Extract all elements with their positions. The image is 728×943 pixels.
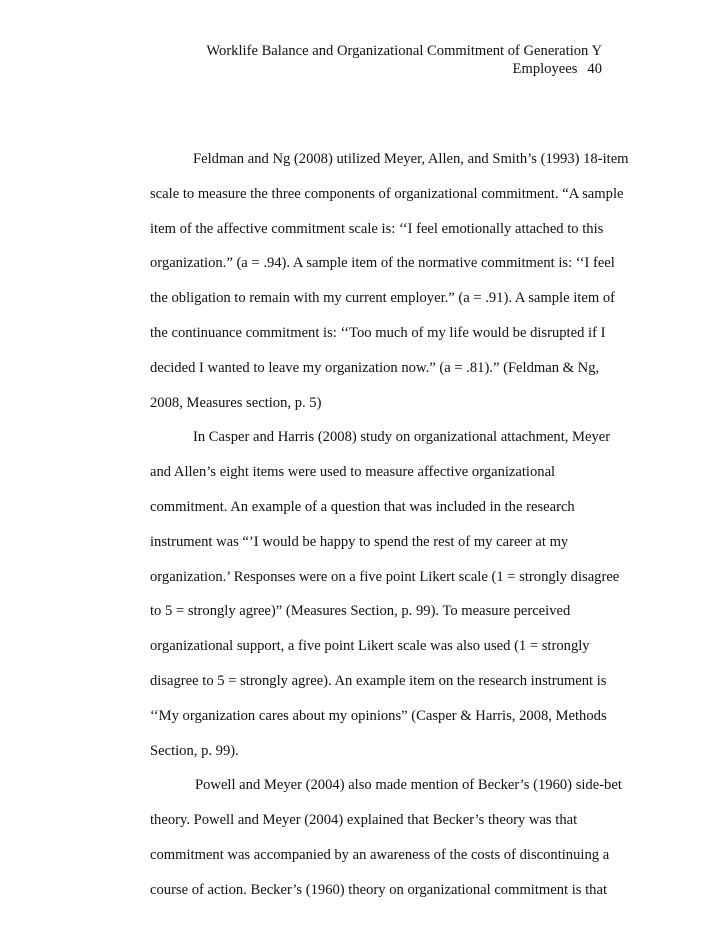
- paragraph-1-line-4: organization.” (a = .94). A sample item of the normative commitment is: ‘‘I feel: [150, 255, 615, 272]
- paragraph-1-line-3: item of the affective commitment scale is: ‘‘I feel emotionally attached to this: [150, 220, 604, 237]
- paragraph-1-line-2: scale to measure the three components of organizational commitment. “A sample: [150, 185, 624, 202]
- page-number: 40: [587, 61, 602, 77]
- paragraph-2-line-9: ‘‘My organization cares about my opinions” (Casper & Harris, 2008, Methods: [150, 707, 607, 724]
- paragraph-3-line-1: Powell and Meyer (2004) also made mention of Becker’s (1960) side-bet: [195, 777, 622, 794]
- paragraph-1-line-6: the continuance commitment is: ‘‘Too much of my life would be disrupted if I: [150, 324, 606, 341]
- paragraph-1-line-7: decided I wanted to leave my organization now.” (a = .81).” (Feldman & Ng,: [150, 359, 600, 376]
- paragraph-1-line-1: Feldman and Ng (2008) utilized Meyer, Allen, and Smith’s (1993) 18-item: [193, 151, 629, 167]
- running-head-title: Worklife Balance and Organizational Commitment of Generation Y: [206, 43, 602, 59]
- paragraph-2-line-4: instrument was “’I would be happy to spend the rest of my career at my: [150, 533, 569, 550]
- paragraph-3-line-3: commitment was accompanied by an awareness of the costs of discontinuing a: [150, 846, 610, 863]
- paragraph-3-line-4: course of action. Becker’s (1960) theory on organizational commitment is that: [150, 881, 608, 898]
- running-head-continuation: [150, 60, 602, 78]
- paragraph-2-line-5: organization.’ Responses were on a five point Likert scale (1 = strongly disagree: [150, 568, 620, 585]
- paragraph-2-line-3: commitment. An example of a question that was included in the research: [150, 498, 575, 515]
- running-head-title-continued: Employees: [512, 61, 578, 77]
- paragraph-2-line-10: Section, p. 99).: [150, 742, 239, 759]
- paragraph-2-line-6: to 5 = strongly agree)” (Measures Section, p. 99). To measure perceived: [150, 603, 571, 620]
- paragraph-1-line-8: 2008, Measures section, p. 5): [150, 394, 322, 411]
- paragraph-2-line-8: disagree to 5 = strongly agree). An example item on the research instrument is: [150, 672, 607, 689]
- body-text: [150, 148, 628, 914]
- paragraph-3-line-2: theory. Powell and Meyer (2004) explained that Becker’s theory was that: [150, 812, 578, 829]
- paragraph-2-line-2: and Allen’s eight items were used to measure affective organizational: [150, 464, 556, 481]
- running-head: [150, 42, 602, 78]
- paragraph-2-line-7: organizational support, a five point Likert scale was also used (1 = strongly: [150, 638, 590, 655]
- paragraph-1-line-5: the obligation to remain with my current employer.” (a = .91). A sample item of: [150, 290, 615, 307]
- paragraph-2-line-1: In Casper and Harris (2008) study on organizational attachment, Meyer: [193, 429, 611, 446]
